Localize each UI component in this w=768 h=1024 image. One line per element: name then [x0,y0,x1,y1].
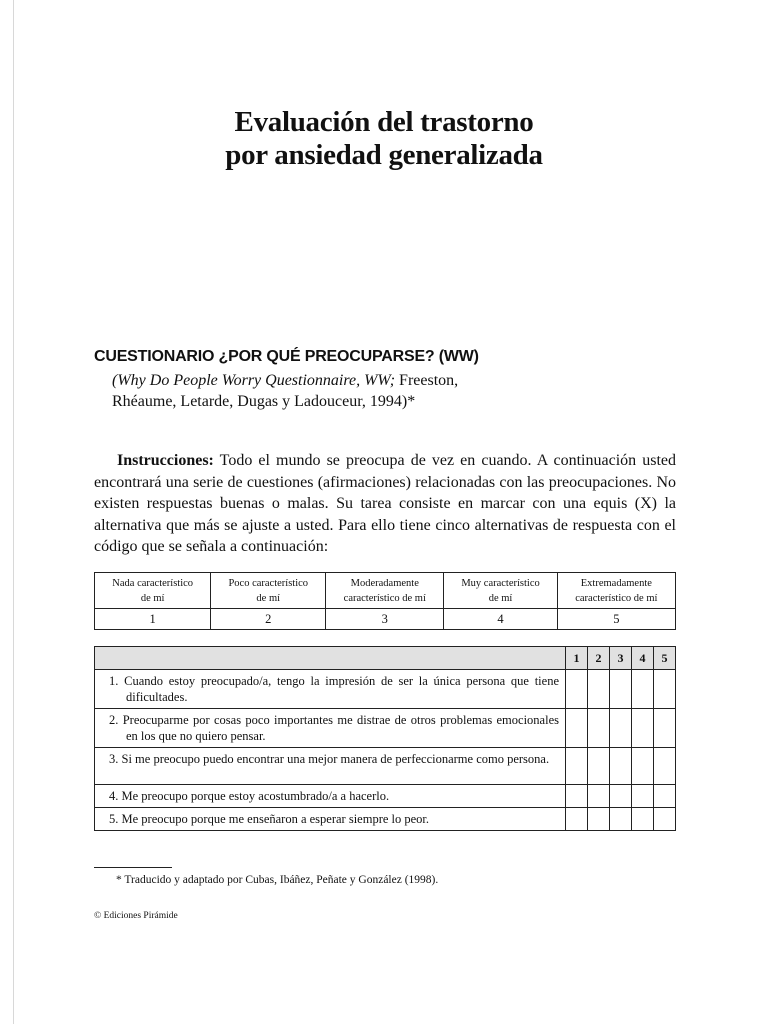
answer-box[interactable] [654,808,676,831]
instructions-paragraph [94,450,676,558]
items-header-blank [95,647,566,670]
title-line-1: Evaluación del trastorno [234,106,534,138]
answer-box[interactable] [632,748,654,785]
table-row [95,785,676,808]
column-header-4: 4 [632,647,654,670]
column-header-2: 2 [588,647,610,670]
answer-box[interactable] [610,748,632,785]
column-header-1: 1 [566,647,588,670]
table-row [95,748,676,785]
page-title [0,106,768,172]
publisher-credit: © Ediciones Pirámide [94,911,178,921]
title-line-2: por ansiedad generalizada [225,139,543,171]
table-row [95,808,676,831]
answer-box[interactable] [566,709,588,748]
answer-box[interactable] [610,709,632,748]
scale-option-label: característico de mí [343,592,426,604]
answer-box[interactable] [566,748,588,785]
answer-box[interactable] [566,785,588,808]
scale-code-2: 2 [211,609,326,630]
answer-box[interactable] [610,808,632,831]
scale-option-label: de mí [488,592,513,604]
answer-box[interactable] [610,670,632,709]
answer-box[interactable] [632,670,654,709]
instructions-label: Instrucciones: [117,452,214,469]
scale-option-3 [326,573,444,609]
scale-option-label: Nada característico [112,577,194,589]
item-text: 1. Cuando estoy preocupado/a, tengo la impresión de ser la única persona que tiene dificultades. [95,670,566,709]
answer-box[interactable] [632,785,654,808]
answer-box[interactable] [654,670,676,709]
answer-box[interactable] [588,785,610,808]
scale-code-5: 5 [557,609,675,630]
citation-italic-title: (Why Do People Worry Questionnaire, WW; [112,372,396,389]
scale-option-label: de mí [256,592,281,604]
answer-box[interactable] [588,808,610,831]
scale-option-4 [444,573,557,609]
answer-box[interactable] [654,709,676,748]
scale-code-4: 4 [444,609,557,630]
answer-box[interactable] [654,785,676,808]
answer-box[interactable] [588,709,610,748]
answer-box[interactable] [588,748,610,785]
answer-box[interactable] [588,670,610,709]
answer-box[interactable] [566,670,588,709]
response-scale-table [94,572,676,630]
answer-box[interactable] [610,785,632,808]
answer-box[interactable] [566,808,588,831]
scale-code-3: 3 [326,609,444,630]
item-text: 3. Si me preocupo puedo encontrar una mejor manera de perfeccionarme como persona. [95,748,566,785]
scale-option-label: de mí [140,592,165,604]
item-text: 4. Me preocupo porque estoy acostumbrado/a a hacerlo. [95,785,566,808]
column-header-3: 3 [610,647,632,670]
footnote: * Traducido y adaptado por Cubas, Ibáñez, Peñate y González (1998). [116,874,439,886]
citation-authors-2: Rhéaume, Letarde, Dugas y Ladouceur, 1994)* [112,393,416,410]
table-row [95,709,676,748]
scale-option-label: Muy característico [461,577,540,589]
scale-option-label: Moderadamente [350,577,419,589]
questionnaire-heading: CUESTIONARIO ¿POR QUÉ PREOCUPARSE? (WW) [94,348,479,365]
questionnaire-citation [112,370,458,412]
item-text: 5. Me preocupo porque me enseñaron a esperar siempre lo peor. [95,808,566,831]
scale-option-5 [557,573,675,609]
scale-labels-row [95,573,676,609]
items-table [94,646,676,831]
items-header-row [95,647,676,670]
citation-authors-1: Freeston, [395,372,459,389]
footnote-divider [94,867,172,868]
column-header-5: 5 [654,647,676,670]
answer-box[interactable] [632,808,654,831]
scale-option-1 [95,573,211,609]
scale-code-1: 1 [95,609,211,630]
scale-option-label: Extremadamente [580,577,652,589]
scale-option-2 [211,573,326,609]
instructions-text: Todo el mundo se preocupa de vez en cuando. A continuación usted encontrará una serie de cuestiones (afirmaciones) relacionadas con las preocupaciones. No existen respuestas buenas o malas. Su tarea consiste en marcar con una equis (X) la alternativa que más se ajuste a usted. Para ello tiene cinco alternativas de respuesta con el código que se señala a continuación: [94,452,676,556]
item-text: 2. Preocuparme por cosas poco importantes me distrae de otros problemas emocionales en los que no quiero pensar. [95,709,566,748]
scale-option-label: Poco característico [228,577,309,589]
answer-box[interactable] [654,748,676,785]
table-row [95,670,676,709]
scale-option-label: característico de mí [575,592,658,604]
answer-box[interactable] [632,709,654,748]
scale-codes-row [95,609,676,630]
